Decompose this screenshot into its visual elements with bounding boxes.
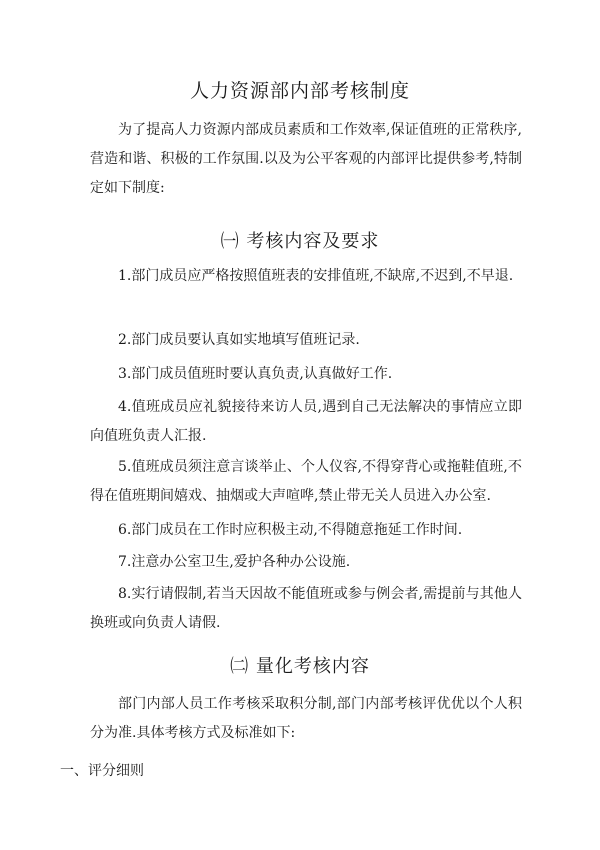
list-item: 6.部门成员在工作时应积极主动,不得随意拖延工作时间.	[118, 522, 463, 538]
list-item: 5.值班成员须注意言谈举止、个人仪容,不得穿背心或拖鞋值班,不得在值班期间嬉戏、抽烟或大声喧哗,禁止带无关人员进入办公室.	[90, 459, 522, 504]
list-item: 8.实行请假制,若当天因故不能值班或参与例会者,需提前与其他人换班或向负责人请假.	[90, 586, 522, 631]
subsection-heading: 一、评分细则	[60, 763, 144, 779]
list-item: 1.部门成员应严格按照值班表的安排值班,不缺席,不迟到,不早退.	[118, 268, 514, 284]
intro-paragraph: 为了提高人力资源内部成员素质和工作效率,保证值班的正常秩序,营造和谐、积极的工作氛围.以及为公平客观的内部评比提供参考,特制定如下制度:	[90, 122, 522, 196]
section-1-heading: ㈠ 考核内容及要求	[220, 231, 380, 252]
list-item: 7.注意办公室卫生,爱护各种办公设施.	[118, 554, 351, 570]
list-item: 2.部门成员要认真如实地填写值班记录.	[118, 332, 360, 348]
section-2-intro: 部门内部人员工作考核采取积分制,部门内部考核评优优以个人积分为准.具体考核方式及标准如下:	[90, 696, 522, 741]
list-item: 3.部门成员值班时要认真负责,认真做好工作.	[118, 366, 393, 382]
list-item: 4.值班成员应礼貌接待来访人员,遇到自己无法解决的事情应立即向值班负责人汇报.	[90, 399, 522, 444]
section-2-heading: ㈡ 量化考核内容	[230, 656, 370, 677]
document-title: 人力资源部内部考核制度	[189, 80, 410, 102]
